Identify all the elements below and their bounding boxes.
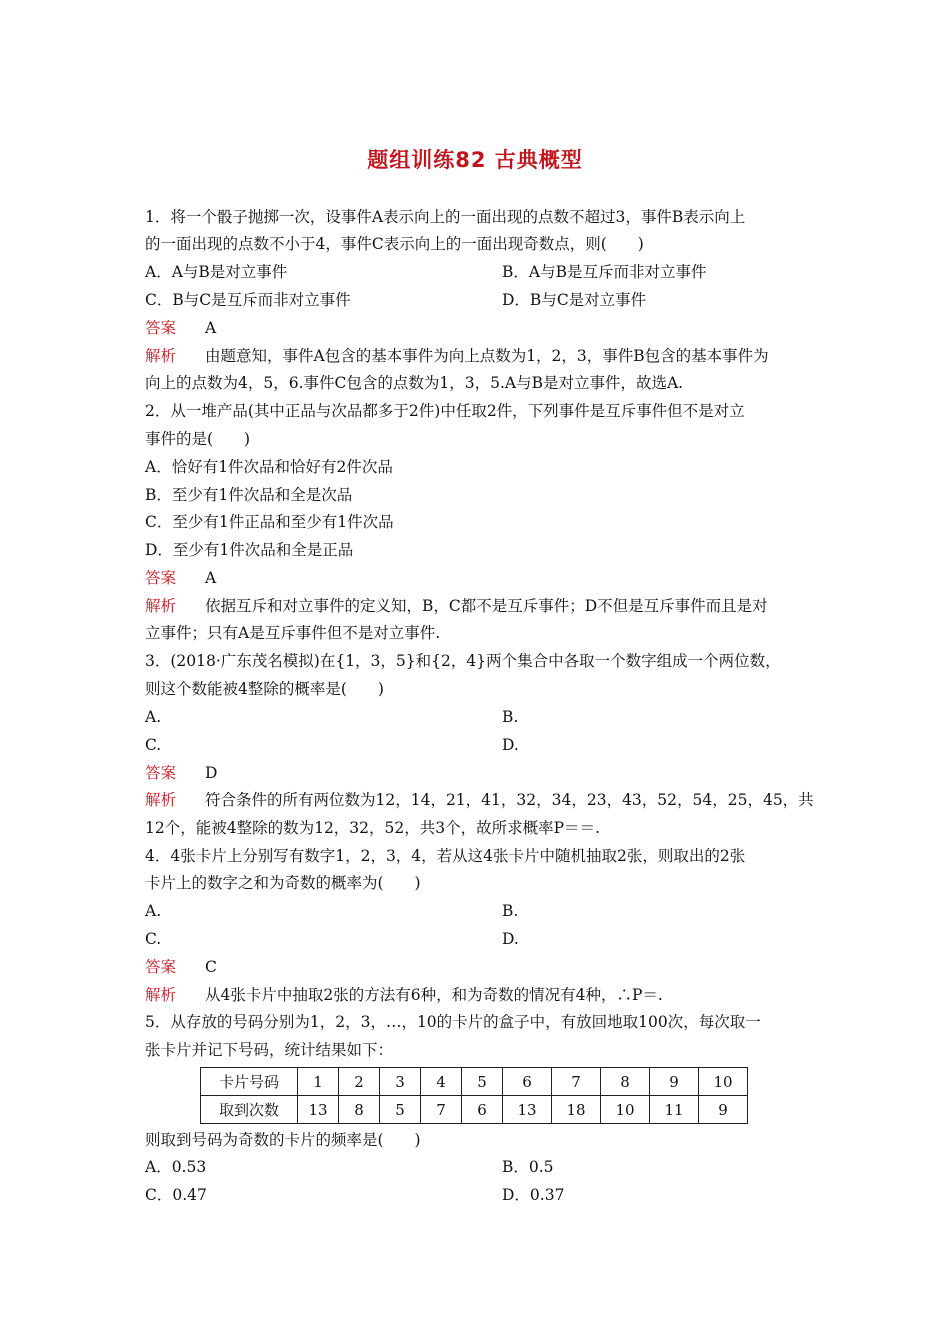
q2-option-a: A．恰好有1件次品和恰好有2件次品 (145, 458, 393, 476)
table-cell: 11 (650, 1096, 699, 1124)
table-cell: 6 (503, 1068, 552, 1096)
q3-analysis-line2: 12个，能被4整除的数为12，32，52，共3个，故所求概率P＝＝. (145, 819, 600, 837)
q3-stem-line1: 3．(2018·广东茂名模拟)在{1，3，5}和{2，4}两个集合中各取一个数字组成一个两位数， (145, 652, 781, 670)
q4-option-a: A. (145, 902, 162, 920)
table-cell: 13 (503, 1096, 552, 1124)
table-cell: 4 (421, 1068, 462, 1096)
q1-option-a: A．A与B是对立事件 (145, 263, 288, 281)
table-cell: 10 (601, 1096, 650, 1124)
q1-option-d: D．B与C是对立事件 (502, 291, 647, 309)
q5-stem-line2: 张卡片并记下号码，统计结果如下： (145, 1041, 394, 1059)
q1-option-b: B．A与B是互斥而非对立事件 (502, 263, 707, 281)
q4-option-d: D. (502, 930, 519, 948)
table-cell: 8 (601, 1068, 650, 1096)
q2-answer (145, 568, 216, 588)
analysis-label: 解析 (145, 347, 177, 365)
q2-option-b: B．至少有1件次品和全是次品 (145, 486, 353, 504)
analysis-label: 解析 (145, 791, 177, 809)
answer-value: C (205, 958, 217, 976)
table-cell: 6 (462, 1096, 503, 1124)
table-header-cell: 取到次数 (201, 1096, 298, 1124)
q4-option-b: B. (502, 902, 519, 920)
answer-label: 答案 (145, 958, 177, 976)
q5-option-b: B．0.5 (502, 1158, 554, 1176)
answer-label: 答案 (145, 319, 177, 337)
q2-option-c: C．至少有1件正品和至少有1件次品 (145, 513, 394, 531)
table-cell: 18 (552, 1096, 601, 1124)
q3-option-b: B. (502, 708, 519, 726)
table-cell: 8 (339, 1096, 380, 1124)
q3-answer (145, 763, 217, 783)
table-cell: 3 (380, 1068, 421, 1096)
analysis-text: 符合条件的所有两位数为12，14，21，41，32，34，23，43，52，54，25，45，共 (205, 791, 814, 809)
analysis-text: 从4张卡片中抽取2张的方法有6种，和为奇数的情况有4种，∴P＝. (205, 986, 663, 1004)
table-cell: 13 (298, 1096, 339, 1124)
table-header-cell: 卡片号码 (201, 1068, 298, 1096)
q3-option-c: C. (145, 736, 162, 754)
q2-analysis-line1 (145, 596, 768, 616)
q2-stem-line2: 事件的是( ) (145, 430, 251, 448)
q5-question: 则取到号码为奇数的卡片的频率是( ) (145, 1131, 421, 1149)
q5-stem-line1: 5．从存放的号码分别为1，2，3，…，10的卡片的盒子中，有放回地取100次，每次取一 (145, 1013, 761, 1031)
q1-option-c: C．B与C是互斥而非对立事件 (145, 291, 351, 309)
q5-option-a: A．0.53 (145, 1158, 207, 1176)
q4-stem-line2: 卡片上的数字之和为奇数的概率为( ) (145, 874, 421, 892)
q2-stem-line1: 2．从一堆产品(其中正品与次品都多于2件)中任取2件，下列事件是互斥事件但不是对立 (145, 402, 745, 420)
q4-analysis-line1 (145, 985, 663, 1005)
q1-analysis-line2: 向上的点数为4，5，6.事件C包含的点数为1，3，5.A与B是对立事件，故选A. (145, 374, 684, 392)
q5-option-c: C．0.47 (145, 1186, 207, 1204)
q3-option-a: A. (145, 708, 162, 726)
q1-answer (145, 318, 216, 338)
q1-stem-line1: 1．将一个骰子抛掷一次，设事件A表示向上的一面出现的点数不超过3，事件B表示向上 (145, 208, 746, 226)
analysis-label: 解析 (145, 986, 177, 1004)
q4-stem-line1: 4．4张卡片上分别写有数字1，2，3，4，若从这4张卡片中随机抽取2张，则取出的2张 (145, 847, 746, 865)
table-row (201, 1096, 748, 1124)
q3-option-d: D. (502, 736, 519, 754)
table-cell: 7 (421, 1096, 462, 1124)
q4-option-c: C. (145, 930, 162, 948)
table-cell: 1 (298, 1068, 339, 1096)
table-cell: 9 (650, 1068, 699, 1096)
analysis-label: 解析 (145, 597, 177, 615)
answer-label: 答案 (145, 569, 177, 587)
answer-value: A (205, 569, 217, 587)
q2-option-d: D．至少有1件次品和全是正品 (145, 541, 354, 559)
q3-analysis-line1 (145, 790, 814, 810)
table-cell: 5 (462, 1068, 503, 1096)
analysis-text: 由题意知，事件A包含的基本事件为向上点数为1，2，3，事件B包含的基本事件为 (205, 347, 769, 365)
q5-option-d: D．0.37 (502, 1186, 565, 1204)
table-cell: 7 (552, 1068, 601, 1096)
q3-stem-line2: 则这个数能被4整除的概率是( ) (145, 680, 384, 698)
answer-value: A (205, 319, 217, 337)
analysis-text: 依据互斥和对立事件的定义知，B，C都不是互斥事件；D不但是互斥事件而且是对 (205, 597, 768, 615)
table-cell: 2 (339, 1068, 380, 1096)
answer-label: 答案 (145, 764, 177, 782)
table-row (201, 1068, 748, 1096)
table-cell: 9 (699, 1096, 748, 1124)
answer-value: D (205, 764, 218, 782)
page-title: 题组训练82 古典概型 (367, 148, 583, 172)
q2-analysis-line2: 立事件；只有A是互斥事件但不是对立事件. (145, 624, 441, 642)
q4-answer (145, 957, 217, 977)
table-cell: 5 (380, 1096, 421, 1124)
q1-stem-line2: 的一面出现的点数不小于4，事件C表示向上的一面出现奇数点，则( ) (145, 235, 644, 253)
table-cell: 10 (699, 1068, 748, 1096)
statistics-table (200, 1067, 748, 1124)
q1-analysis-line1 (145, 346, 769, 366)
